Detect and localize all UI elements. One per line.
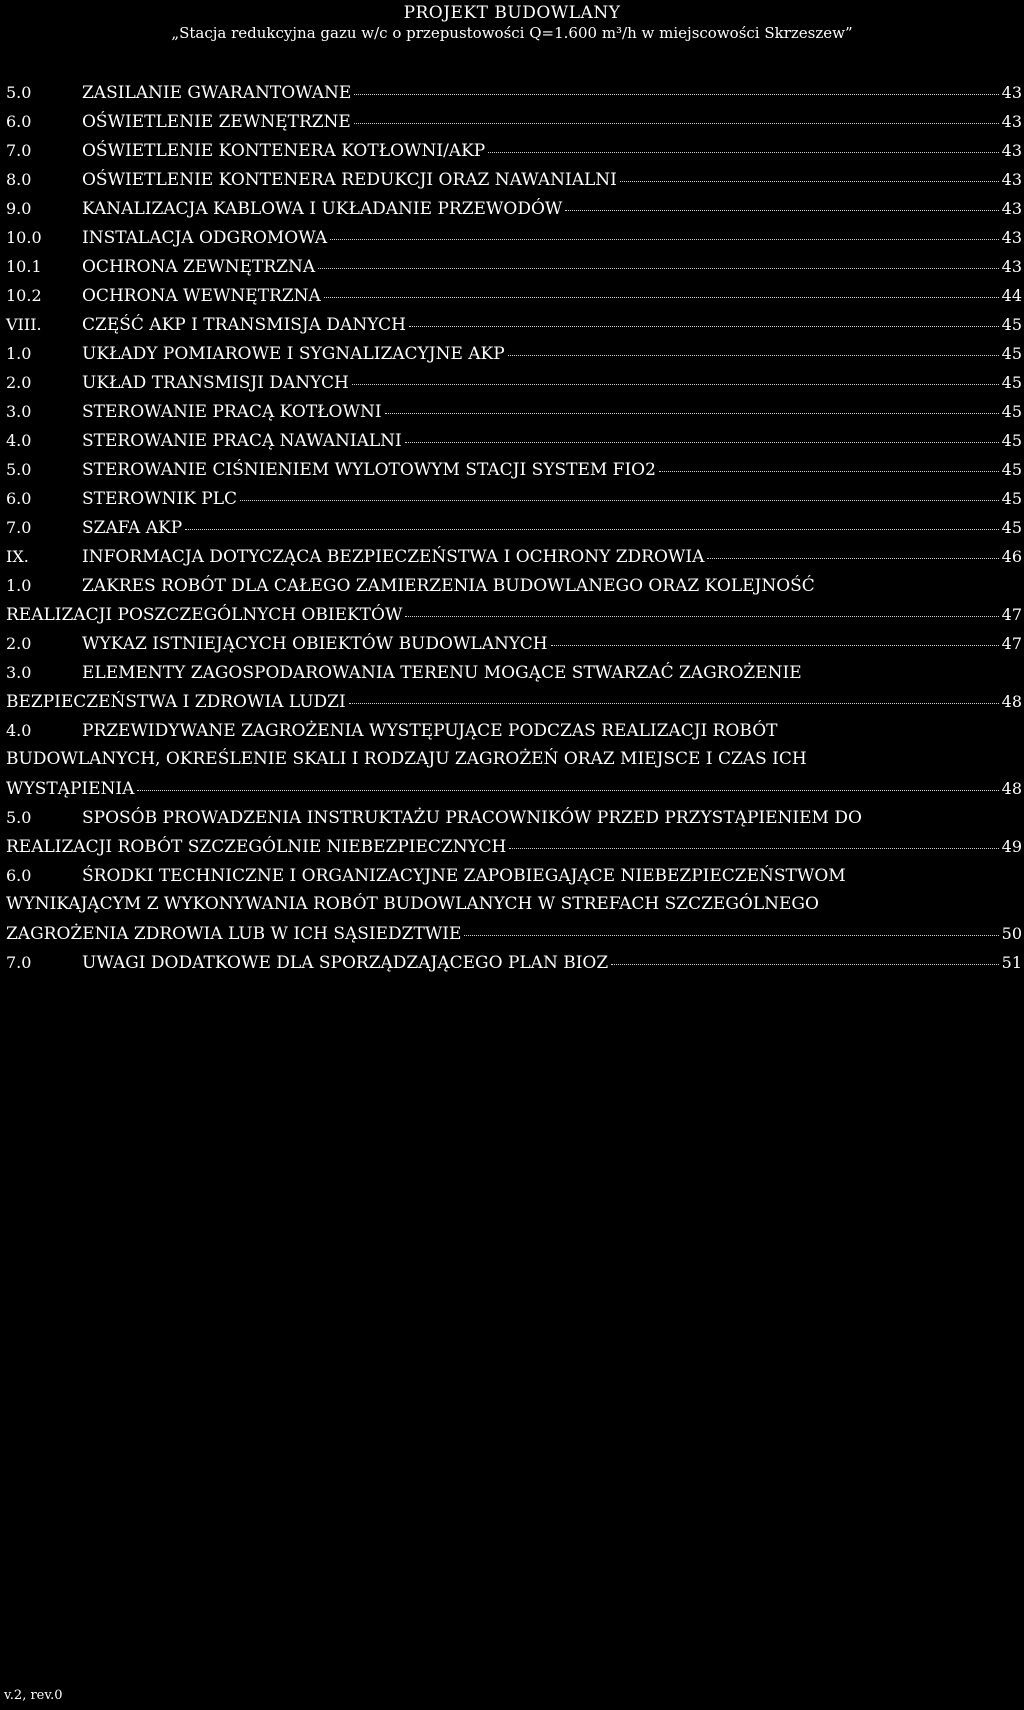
toc-title: CZĘŚĆ AKP I TRANSMISJA DANYCH — [82, 315, 406, 335]
version-footer: v.2, rev.0 — [4, 1688, 63, 1703]
toc-page-number: 45 — [1001, 344, 1022, 363]
toc-entry — [6, 455, 1022, 484]
toc-number: 3.0 — [6, 663, 32, 682]
toc-line — [6, 455, 1022, 484]
toc-line — [6, 803, 1022, 832]
toc-title: OCHRONA WEWNĘTRZNA — [82, 286, 321, 306]
toc-entry — [6, 426, 1022, 455]
toc-number: 3.0 — [6, 402, 32, 421]
toc-page-number: 43 — [1001, 170, 1022, 189]
toc-page-number: 44 — [1001, 286, 1022, 305]
toc-entry — [6, 948, 1022, 977]
toc-number: 5.0 — [6, 460, 32, 479]
toc-number: 1.0 — [6, 344, 32, 363]
toc-leader-dots — [354, 122, 999, 124]
toc-page-number: 43 — [1001, 257, 1022, 276]
toc-title: OŚWIETLENIE ZEWNĘTRZNE — [82, 112, 351, 132]
toc-page-number: 47 — [1001, 605, 1022, 624]
toc-number: 5.0 — [6, 808, 32, 827]
toc-title: ZASILANIE GWARANTOWANE — [82, 83, 352, 103]
toc-page-number: 43 — [1001, 141, 1022, 160]
toc-entry — [6, 542, 1022, 571]
toc-line — [6, 136, 1022, 165]
toc-page-number: 45 — [1001, 518, 1022, 537]
toc-page-number: 43 — [1001, 228, 1022, 247]
toc-leader-dots — [185, 528, 998, 530]
toc-leader-dots — [324, 296, 999, 298]
toc-title: BEZPIECZEŃSTWA I ZDROWIA LUDZI — [6, 692, 346, 712]
toc-number: 10.2 — [6, 286, 42, 305]
toc-leader-dots — [330, 238, 999, 240]
toc-line — [6, 542, 1022, 571]
toc-title: REALIZACJI ROBÓT SZCZEGÓLNIE NIEBEZPIECZNYCH — [6, 837, 507, 857]
toc-leader-dots — [565, 209, 998, 211]
toc-page-number: 45 — [1001, 373, 1022, 392]
toc-leader-dots — [137, 789, 998, 791]
toc-entry — [6, 368, 1022, 397]
toc-entry — [6, 861, 1022, 948]
toc-entry — [6, 78, 1022, 107]
toc-page-number: 51 — [1001, 953, 1022, 972]
toc-page-number: 43 — [1001, 83, 1022, 102]
toc-line — [6, 571, 1022, 600]
toc-number: 6.0 — [6, 866, 32, 885]
toc-entry — [6, 629, 1022, 658]
toc-line — [6, 832, 1022, 861]
toc-number: 7.0 — [6, 953, 32, 972]
toc-title: STEROWANIE CIŚNIENIEM WYLOTOWYM STACJI SYSTEM FIO2 — [82, 460, 656, 480]
toc-line — [6, 368, 1022, 397]
toc-number: 2.0 — [6, 634, 32, 653]
toc-line — [6, 948, 1022, 977]
toc-page-number: 45 — [1001, 460, 1022, 479]
toc-title: SPOSÓB PROWADZENIA INSTRUKTAŻU PRACOWNIKÓW PRZED PRZYSTĄPIENIEM DO — [82, 808, 862, 828]
toc-page-number: 46 — [1001, 547, 1022, 566]
toc-title: OŚWIETLENIE KONTENERA KOTŁOWNI/AKP — [82, 141, 486, 161]
toc-line — [6, 513, 1022, 542]
toc-line — [6, 861, 1022, 890]
toc-leader-dots — [318, 267, 998, 269]
toc-line — [6, 774, 1022, 803]
toc-entry — [6, 339, 1022, 368]
toc-title: ZAKRES ROBÓT DLA CAŁEGO ZAMIERZENIA BUDOWLANEGO ORAZ KOLEJNOŚĆ — [82, 576, 815, 596]
toc-number: IX. — [6, 547, 29, 566]
toc-line — [6, 397, 1022, 426]
toc-entry — [6, 223, 1022, 252]
toc-leader-dots — [620, 180, 999, 182]
toc-title: UWAGI DODATKOWE DLA SPORZĄDZAJĄCEGO PLAN BIOZ — [82, 953, 609, 973]
toc-page-number: 48 — [1001, 692, 1022, 711]
toc-entry — [6, 194, 1022, 223]
toc-title: WYSTĄPIENIA — [6, 779, 135, 799]
toc-title: REALIZACJI POSZCZEGÓLNYCH OBIEKTÓW — [6, 605, 403, 625]
toc-line — [6, 223, 1022, 252]
toc-entry — [6, 281, 1022, 310]
toc-line — [6, 745, 1022, 774]
toc-leader-dots — [659, 470, 999, 472]
toc-number: 5.0 — [6, 83, 32, 102]
document-title: PROJEKT BUDOWLANY — [403, 3, 621, 23]
toc-number: 7.0 — [6, 141, 32, 160]
toc-page-number: 45 — [1001, 431, 1022, 450]
toc-title: KANALIZACJA KABLOWA I UKŁADANIE PRZEWODÓW — [82, 199, 563, 219]
toc-page-number: 43 — [1001, 112, 1022, 131]
toc-entry — [6, 803, 1022, 861]
toc-line — [6, 252, 1022, 281]
toc-entry — [6, 252, 1022, 281]
toc-entry — [6, 310, 1022, 339]
toc-title: BUDOWLANYCH, OKREŚLENIE SKALI I RODZAJU ZAGROŻEŃ ORAZ MIEJSCE I CZAS ICH — [6, 749, 807, 769]
toc-leader-dots — [354, 93, 998, 95]
toc-line — [6, 310, 1022, 339]
toc-page-number: 45 — [1001, 315, 1022, 334]
toc-number: 2.0 — [6, 373, 32, 392]
toc-page-number: 50 — [1001, 924, 1022, 943]
toc-line — [6, 78, 1022, 107]
toc-entry — [6, 716, 1022, 803]
document-subtitle: „Stacja redukcyjna gazu w/c o przepustowości Q=1.600 m³/h w miejscowości Skrzeszew” — [171, 24, 853, 42]
toc-page-number: 47 — [1001, 634, 1022, 653]
toc-number: 10.0 — [6, 228, 42, 247]
toc-line — [6, 165, 1022, 194]
toc-page-number: 45 — [1001, 402, 1022, 421]
toc-leader-dots — [409, 325, 999, 327]
toc-line — [6, 484, 1022, 513]
toc-page-number: 43 — [1001, 199, 1022, 218]
toc-line — [6, 281, 1022, 310]
toc-number: 10.1 — [6, 257, 42, 276]
toc-line — [6, 890, 1022, 919]
toc-entry — [6, 136, 1022, 165]
toc-leader-dots — [405, 615, 998, 617]
toc-leader-dots — [385, 412, 999, 414]
toc-leader-dots — [488, 151, 998, 153]
toc-number: 6.0 — [6, 112, 32, 131]
toc-title: STEROWANIE PRACĄ NAWANIALNI — [82, 431, 402, 451]
toc-title: UKŁAD TRANSMISJI DANYCH — [82, 373, 349, 393]
toc-number: 6.0 — [6, 489, 32, 508]
toc-leader-dots — [508, 354, 999, 356]
toc-leader-dots — [551, 644, 999, 646]
toc-page-number: 48 — [1001, 779, 1022, 798]
toc-title: ELEMENTY ZAGOSPODAROWANIA TERENU MOGĄCE STWARZAĆ ZAGROŻENIE — [82, 663, 802, 683]
toc-line — [6, 600, 1022, 629]
toc-line — [6, 919, 1022, 948]
toc-leader-dots — [352, 383, 999, 385]
toc-entry — [6, 165, 1022, 194]
toc-leader-dots — [707, 557, 998, 559]
toc-entry — [6, 107, 1022, 136]
toc-title: WYKAZ ISTNIEJĄCYCH OBIEKTÓW BUDOWLANYCH — [82, 634, 548, 654]
toc-title: STEROWANIE PRACĄ KOTŁOWNI — [82, 402, 382, 422]
toc-line — [6, 716, 1022, 745]
toc-line — [6, 687, 1022, 716]
toc-entry — [6, 484, 1022, 513]
toc-number: 8.0 — [6, 170, 32, 189]
toc-title: INSTALACJA ODGROMOWA — [82, 228, 328, 248]
toc-title: ZAGROŻENIA ZDROWIA LUB W ICH SĄSIEDZTWIE — [6, 924, 462, 944]
toc-title: OCHRONA ZEWNĘTRZNA — [82, 257, 316, 277]
toc-leader-dots — [509, 847, 998, 849]
toc-leader-dots — [405, 441, 999, 443]
toc-number: VIII. — [6, 315, 42, 334]
toc-leader-dots — [464, 934, 998, 936]
toc-number: 7.0 — [6, 518, 32, 537]
toc-line — [6, 339, 1022, 368]
toc-page-number: 45 — [1001, 489, 1022, 508]
toc-title: WYNIKAJĄCYM Z WYKONYWANIA ROBÓT BUDOWLANYCH W STREFACH SZCZEGÓLNEGO — [6, 894, 819, 914]
toc-number: 4.0 — [6, 721, 32, 740]
toc-entry — [6, 658, 1022, 716]
toc-leader-dots — [349, 702, 999, 704]
toc-line — [6, 194, 1022, 223]
toc-entry — [6, 571, 1022, 629]
toc-line — [6, 107, 1022, 136]
toc-leader-dots — [611, 963, 998, 965]
toc-title: ŚRODKI TECHNICZNE I ORGANIZACYJNE ZAPOBIEGAJĄCE NIEBEZPIECZEŃSTWOM — [82, 866, 846, 886]
toc-page-number: 49 — [1001, 837, 1022, 856]
toc-line — [6, 629, 1022, 658]
toc-title: INFORMACJA DOTYCZĄCA BEZPIECZEŃSTWA I OCHRONY ZDROWIA — [82, 547, 705, 567]
table-of-contents — [6, 78, 1022, 977]
toc-entry — [6, 513, 1022, 542]
toc-number: 9.0 — [6, 199, 32, 218]
toc-line — [6, 426, 1022, 455]
toc-leader-dots — [240, 499, 999, 501]
toc-title: UKŁADY POMIAROWE I SYGNALIZACYJNE AKP — [82, 344, 505, 364]
toc-entry — [6, 397, 1022, 426]
toc-title: OŚWIETLENIE KONTENERA REDUKCJI ORAZ NAWANIALNI — [82, 170, 617, 190]
toc-number: 4.0 — [6, 431, 32, 450]
toc-title: PRZEWIDYWANE ZAGROŻENIA WYSTĘPUJĄCE PODCZAS REALIZACJI ROBÓT — [82, 721, 778, 741]
toc-title: SZAFA AKP — [82, 518, 183, 538]
toc-title: STEROWNIK PLC — [82, 489, 238, 509]
toc-line — [6, 658, 1022, 687]
toc-number: 1.0 — [6, 576, 32, 595]
